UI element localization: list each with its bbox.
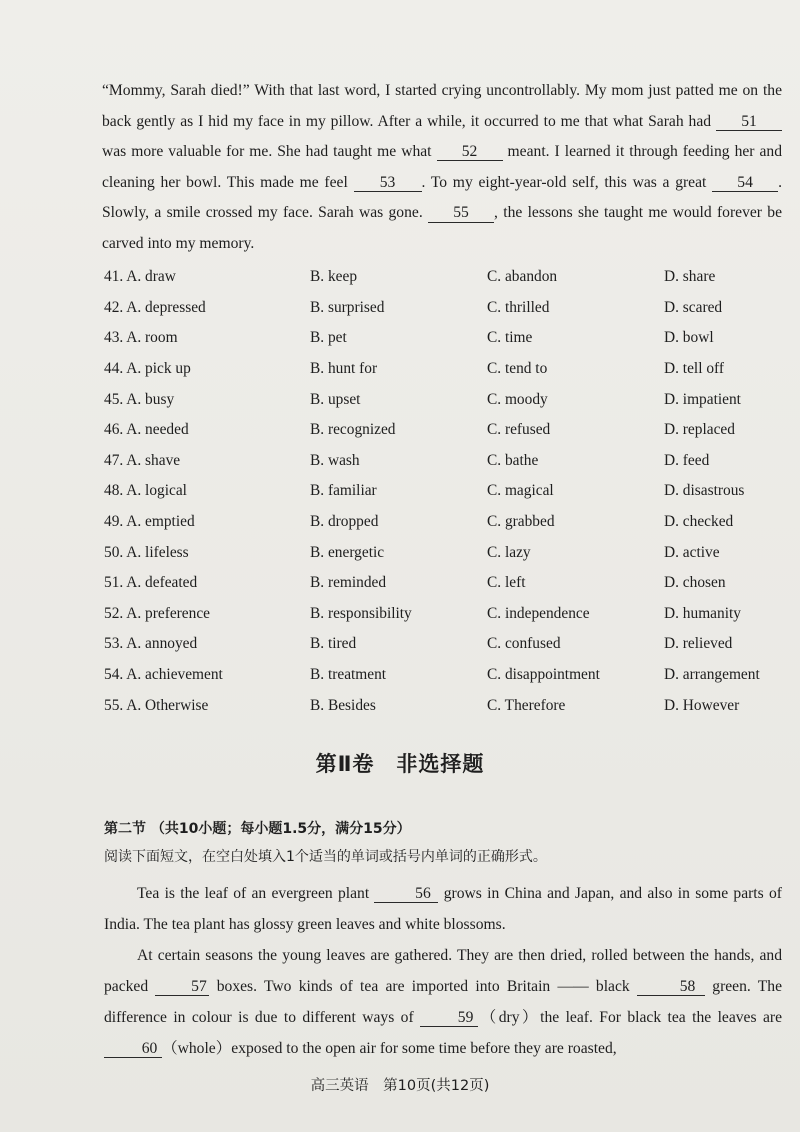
option-row bbox=[104, 415, 794, 446]
option-d: D. checked bbox=[664, 513, 734, 531]
option-row bbox=[104, 690, 794, 721]
option-a-cell bbox=[104, 666, 310, 684]
option-row bbox=[104, 629, 794, 660]
option-a: A. room bbox=[126, 329, 178, 347]
option-b: B. hunt for bbox=[310, 360, 378, 378]
option-d: D. However bbox=[664, 696, 740, 714]
option-a: A. achievement bbox=[126, 666, 223, 684]
passage-text: was more valuable for me. She had taught me what bbox=[102, 143, 432, 161]
passage-text: （whole）exposed to the open air for some time before they are roasted, bbox=[162, 1040, 617, 1057]
option-a: A. busy bbox=[126, 390, 175, 408]
option-a-cell bbox=[104, 635, 310, 653]
question-number: 47. bbox=[104, 451, 124, 469]
option-a: A. emptied bbox=[126, 513, 195, 531]
option-row bbox=[104, 568, 794, 599]
option-row bbox=[104, 384, 794, 415]
option-c: C. time bbox=[487, 329, 533, 347]
passage-text: （dry）the leaf. For black tea the leaves are bbox=[478, 1009, 782, 1026]
question-number: 43. bbox=[104, 329, 124, 347]
option-d: D. chosen bbox=[664, 574, 726, 592]
option-a-cell bbox=[104, 574, 310, 592]
passage-text: . Slowly, a smile crossed my face. Sarah was gone. bbox=[102, 173, 782, 222]
passage-text: , the lessons she taught me would forever be carved into my memory. bbox=[102, 204, 783, 252]
option-row bbox=[104, 507, 794, 538]
section-heading: 第二节 （共10小题；每小题1.5分，满分15分） bbox=[104, 821, 411, 837]
passage-text: grows in China and Japan, and also in some parts of India. The tea plant has glossy green leaves and white blossoms. bbox=[104, 885, 782, 933]
option-c: C. independence bbox=[487, 604, 590, 622]
option-b: B. Besides bbox=[310, 696, 376, 714]
question-number: 41. bbox=[104, 268, 124, 286]
blank-58: 58 bbox=[637, 978, 705, 996]
blank-57: 57 bbox=[155, 978, 209, 996]
option-c: C. magical bbox=[487, 482, 554, 500]
option-a-cell bbox=[104, 329, 310, 347]
option-b: B. familiar bbox=[310, 482, 377, 500]
option-a-cell bbox=[104, 421, 310, 439]
option-a-cell bbox=[104, 482, 310, 500]
blank-60: 60 bbox=[104, 1040, 162, 1058]
option-row bbox=[104, 323, 794, 354]
option-row bbox=[104, 262, 794, 293]
passage-text: “Mommy, Sarah died!” With that last word, I started crying uncontrollably. My mom just patted me on the back gently as I hid my face in my pillow. After a while, it occurred to me that what Sarah had bbox=[102, 82, 782, 130]
blank-51: 51 bbox=[716, 113, 782, 131]
option-row bbox=[104, 537, 794, 568]
passage-text: boxes. Two kinds of tea are imported into Britain —— black bbox=[216, 978, 630, 995]
option-c: C. abandon bbox=[487, 268, 558, 286]
question-number: 48. bbox=[104, 482, 124, 500]
blank-53: 53 bbox=[354, 174, 422, 192]
passage-text: Tea is the leaf of an evergreen plant bbox=[137, 885, 370, 902]
option-a: A. draw bbox=[126, 268, 176, 286]
question-number: 42. bbox=[104, 298, 124, 316]
blank-56: 56 bbox=[374, 885, 438, 903]
option-b: B. responsibility bbox=[310, 604, 412, 622]
option-d: D. tell off bbox=[664, 360, 724, 378]
option-c: C. confused bbox=[487, 635, 561, 653]
option-a: A. needed bbox=[126, 421, 189, 439]
option-a: A. annoyed bbox=[126, 635, 198, 653]
option-d: D. feed bbox=[664, 451, 710, 469]
option-d: D. disastrous bbox=[664, 482, 745, 500]
option-a-cell bbox=[104, 513, 310, 531]
option-b: B. tired bbox=[310, 635, 357, 653]
cloze-passage-ending bbox=[102, 76, 782, 260]
page-footer: 高三英语 第10页(共12页) bbox=[310, 1078, 490, 1094]
option-c: C. grabbed bbox=[487, 513, 555, 531]
question-number: 46. bbox=[104, 421, 124, 439]
cloze-paragraph bbox=[102, 76, 782, 260]
option-d: D. scared bbox=[664, 298, 723, 316]
question-number: 45. bbox=[104, 390, 124, 408]
option-b: B. pet bbox=[310, 329, 347, 347]
option-a-cell bbox=[104, 299, 310, 317]
option-b: B. wash bbox=[310, 451, 360, 469]
grammar-paragraph-1 bbox=[104, 878, 782, 940]
option-a: A. pick up bbox=[126, 360, 191, 378]
option-a-cell bbox=[104, 391, 310, 409]
option-d: D. share bbox=[664, 268, 716, 286]
option-b: B. surprised bbox=[310, 298, 385, 316]
option-a: A. depressed bbox=[126, 298, 206, 316]
option-c: C. lazy bbox=[487, 543, 531, 561]
question-number: 52. bbox=[104, 604, 124, 622]
option-d: D. replaced bbox=[664, 421, 735, 439]
option-a-cell bbox=[104, 544, 310, 562]
question-number: 54. bbox=[104, 666, 124, 684]
option-a-cell bbox=[104, 697, 310, 715]
option-b: B. recognized bbox=[310, 421, 396, 439]
option-row bbox=[104, 446, 794, 477]
option-b: B. energetic bbox=[310, 543, 385, 561]
section-title: 第Ⅱ卷 非选择题 bbox=[315, 752, 485, 776]
option-b: B. upset bbox=[310, 390, 361, 408]
passage-text: green. The difference in colour is due to different ways of bbox=[104, 978, 783, 1026]
option-a-cell bbox=[104, 360, 310, 378]
option-d: D. relieved bbox=[664, 635, 733, 653]
option-row bbox=[104, 599, 794, 630]
option-row bbox=[104, 293, 794, 324]
option-a: A. lifeless bbox=[126, 543, 189, 561]
blank-54: 54 bbox=[712, 174, 778, 192]
option-d: D. active bbox=[664, 543, 720, 561]
option-a-cell bbox=[104, 268, 310, 286]
option-a-cell bbox=[104, 605, 310, 623]
option-c: C. tend to bbox=[487, 360, 548, 378]
section-instructions: 阅读下面短文，在空白处填入1个适当的单词或括号内单词的正确形式。 bbox=[104, 849, 547, 865]
option-b: B. reminded bbox=[310, 574, 387, 592]
option-d: D. impatient bbox=[664, 390, 741, 408]
option-b: B. dropped bbox=[310, 513, 379, 531]
option-a: A. logical bbox=[126, 482, 187, 500]
option-a: A. Otherwise bbox=[126, 696, 209, 714]
option-c: C. refused bbox=[487, 421, 551, 439]
option-row bbox=[104, 660, 794, 691]
option-d: D. bowl bbox=[664, 329, 714, 347]
passage-text: At certain seasons the young leaves are gathered. They are then dried, rolled between the hands, and packed bbox=[104, 947, 782, 995]
option-c: C. left bbox=[487, 574, 526, 592]
option-a-cell bbox=[104, 452, 310, 470]
option-c: C. Therefore bbox=[487, 696, 566, 714]
grammar-fill-passage bbox=[104, 878, 782, 1064]
option-b: B. treatment bbox=[310, 666, 387, 684]
option-row bbox=[104, 354, 794, 385]
option-d: D. arrangement bbox=[664, 666, 760, 684]
passage-text: . To my eight-year-old self, this was a great bbox=[421, 173, 707, 191]
answer-options-list bbox=[104, 262, 794, 721]
question-number: 53. bbox=[104, 635, 124, 653]
blank-55: 55 bbox=[428, 204, 494, 222]
grammar-paragraph-2 bbox=[104, 940, 782, 1064]
option-b: B. keep bbox=[310, 268, 358, 286]
question-number: 55. bbox=[104, 696, 124, 714]
option-c: C. bathe bbox=[487, 451, 539, 469]
option-a: A. defeated bbox=[126, 574, 198, 592]
option-d: D. humanity bbox=[664, 604, 741, 622]
passage-text: meant. I learned it through feeding her and cleaning her bowl. This made me feel bbox=[102, 143, 782, 191]
question-number: 51. bbox=[104, 574, 124, 592]
option-row bbox=[104, 476, 794, 507]
question-number: 50. bbox=[104, 543, 124, 561]
option-a: A. preference bbox=[126, 604, 210, 622]
blank-59: 59 bbox=[420, 1009, 478, 1027]
question-number: 44. bbox=[104, 360, 124, 378]
question-number: 49. bbox=[104, 513, 124, 531]
option-a: A. shave bbox=[126, 451, 181, 469]
option-c: C. disappointment bbox=[487, 666, 600, 684]
option-c: C. thrilled bbox=[487, 298, 550, 316]
option-c: C. moody bbox=[487, 390, 548, 408]
blank-52: 52 bbox=[437, 143, 503, 161]
